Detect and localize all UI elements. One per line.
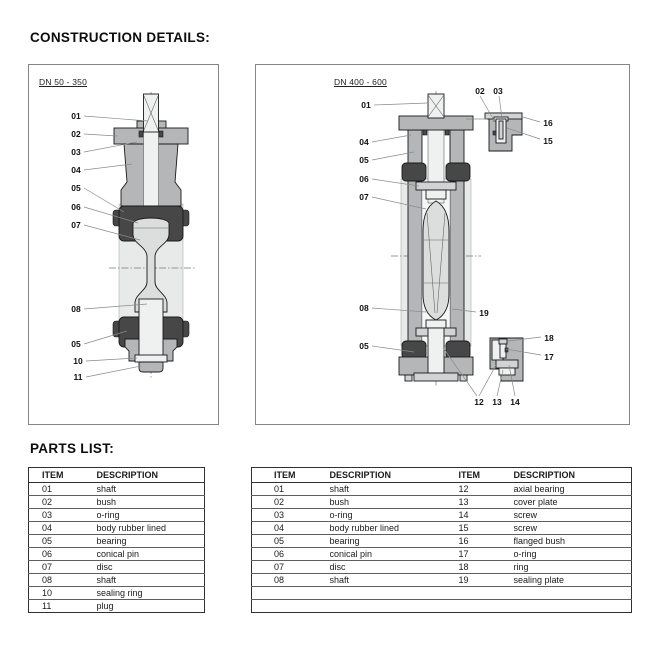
table-row — [29, 535, 205, 548]
table-cell: 02 — [29, 496, 97, 509]
table-row — [29, 587, 205, 600]
upper-bearing-right — [446, 163, 470, 181]
callout-label-16: 16 — [543, 118, 553, 128]
lower-pin-block — [426, 320, 446, 328]
lower-bearing-left — [402, 341, 426, 359]
leader-line-16 — [523, 117, 540, 122]
callout-label-07: 07 — [71, 220, 81, 230]
parts-list-title: PARTS LIST: — [30, 441, 115, 456]
table-cell — [252, 587, 330, 600]
table-cell: bush — [97, 496, 205, 509]
body-wall-left — [408, 179, 422, 346]
callout-label-03: 03 — [493, 86, 503, 96]
table-row — [29, 600, 205, 613]
table-cell — [330, 600, 459, 613]
callout-label-07: 07 — [359, 192, 369, 202]
table-cell: o-ring — [514, 548, 632, 561]
table-cell — [330, 587, 459, 600]
callout-label-01: 01 — [71, 111, 81, 121]
callout-label-02: 02 — [71, 129, 81, 139]
bottom-plate — [414, 373, 458, 381]
callout-label-06: 06 — [359, 174, 369, 184]
table-cell: 02 — [252, 496, 330, 509]
o-ring-left — [139, 131, 143, 137]
table-row — [29, 509, 205, 522]
parts-table-dn50-350 — [28, 467, 205, 613]
column-header: DESCRIPTION — [514, 468, 632, 483]
column-header: ITEM — [459, 468, 514, 483]
table-cell: 04 — [252, 522, 330, 535]
table-cell: bearing — [97, 535, 205, 548]
callout-label-17: 17 — [544, 352, 554, 362]
foot-left — [405, 375, 412, 381]
upper-bearing-bar — [416, 182, 456, 190]
empty-row — [252, 587, 632, 600]
diagram-box-dn50-350 — [28, 64, 219, 425]
table-cell: 12 — [459, 483, 514, 496]
table-cell: 03 — [29, 509, 97, 522]
column-header: ITEM — [252, 468, 330, 483]
table-cell: body rubber lined — [97, 522, 205, 535]
valve-cross-section-dn400 — [391, 91, 523, 396]
screw — [499, 121, 503, 139]
callout-label-05: 05 — [359, 155, 369, 165]
callout-label-05: 05 — [71, 183, 81, 193]
table-cell: bush — [330, 496, 459, 509]
lower-bearing-right — [446, 341, 470, 359]
leader-line-04 — [84, 164, 132, 170]
table-cell: 16 — [459, 535, 514, 548]
callout-label-08: 08 — [71, 304, 81, 314]
table-row — [252, 496, 632, 509]
table-row — [29, 522, 205, 535]
callout-label-03: 03 — [71, 147, 81, 157]
parts-table-dn400-600 — [251, 467, 632, 613]
table-cell: screw — [514, 522, 632, 535]
table-cell — [514, 587, 632, 600]
o-ring-right — [159, 131, 163, 137]
callout-label-14: 14 — [510, 397, 520, 407]
o-ring-detail — [493, 131, 496, 135]
table-row — [29, 548, 205, 561]
table-row — [252, 548, 632, 561]
table-cell: 18 — [459, 561, 514, 574]
column-header: DESCRIPTION — [97, 468, 205, 483]
table-cell: shaft — [97, 574, 205, 587]
table-cell: conical pin — [97, 548, 205, 561]
table-cell: cover plate — [514, 496, 632, 509]
table-cell: 13 — [459, 496, 514, 509]
leader-line-12 — [479, 365, 496, 396]
table-cell — [459, 587, 514, 600]
empty-row — [252, 600, 632, 613]
table-cell: shaft — [97, 483, 205, 496]
header-row — [29, 468, 205, 483]
table-row — [252, 574, 632, 587]
table-row — [29, 483, 205, 496]
header-row — [252, 468, 632, 483]
table-cell: plug — [97, 600, 205, 613]
dn50-350-drawing — [29, 65, 218, 424]
callout-label-10: 10 — [73, 356, 83, 366]
construction-details-title: CONSTRUCTION DETAILS: — [30, 30, 211, 45]
callout-label-12: 12 — [474, 397, 484, 407]
o-ring-lower — [505, 348, 508, 352]
o-ring-right — [445, 130, 449, 135]
table-row — [252, 509, 632, 522]
leader-line-02 — [84, 134, 117, 136]
callout-label-08: 08 — [359, 303, 369, 313]
table-cell: 19 — [459, 574, 514, 587]
callout-label-15: 15 — [543, 136, 553, 146]
conical-pin-block — [426, 190, 446, 199]
table-cell: 07 — [252, 561, 330, 574]
table-row — [29, 574, 205, 587]
bottom-shaft — [139, 299, 163, 357]
callout-label-05: 05 — [71, 339, 81, 349]
callout-label-01: 01 — [361, 100, 371, 110]
table-row — [29, 496, 205, 509]
detail-top-bush-assembly — [485, 113, 522, 151]
table-cell: 06 — [29, 548, 97, 561]
table-cell: shaft — [330, 574, 459, 587]
upper-bearing-left — [402, 163, 426, 181]
leader-line-11 — [86, 366, 141, 377]
ring — [499, 339, 507, 344]
table-cell: disc — [97, 561, 205, 574]
table-cell: 15 — [459, 522, 514, 535]
bottom-shaft — [428, 328, 444, 378]
callout-label-19: 19 — [479, 308, 489, 318]
detail-bottom-bearing-assembly — [490, 338, 523, 381]
callout-label-13: 13 — [492, 397, 502, 407]
dn50-350-label: DN 50 - 350 — [39, 77, 88, 87]
table-cell: 01 — [252, 483, 330, 496]
table-cell: 10 — [29, 587, 97, 600]
axial-bearing — [496, 360, 518, 368]
table-cell: 06 — [252, 548, 330, 561]
table-cell: 08 — [252, 574, 330, 587]
table-cell: axial bearing — [514, 483, 632, 496]
leader-line-01 — [374, 103, 428, 105]
table-cell: shaft — [330, 483, 459, 496]
sealing-ring — [135, 355, 167, 362]
cover-plate-lower — [499, 368, 515, 375]
table-cell: 17 — [459, 548, 514, 561]
table-cell: 03 — [252, 509, 330, 522]
leader-line-05 — [84, 188, 124, 212]
table-cell: sealing ring — [97, 587, 205, 600]
table-cell: bearing — [330, 535, 459, 548]
plug — [139, 362, 163, 372]
table-cell: o-ring — [330, 509, 459, 522]
table-cell — [252, 600, 330, 613]
callout-label-04: 04 — [71, 165, 81, 175]
callout-label-18: 18 — [544, 333, 554, 343]
table-row — [252, 483, 632, 496]
leader-line-04 — [372, 135, 411, 142]
table-cell: screw — [514, 509, 632, 522]
table-cell: 05 — [252, 535, 330, 548]
column-header: ITEM — [29, 468, 97, 483]
leader-line-01 — [84, 116, 148, 121]
table-cell: 11 — [29, 600, 97, 613]
o-ring-left — [423, 130, 427, 135]
neck-wall-right — [450, 130, 464, 165]
table-cell: 07 — [29, 561, 97, 574]
table-cell: 08 — [29, 574, 97, 587]
callout-label-05: 05 — [359, 341, 369, 351]
callout-label-06: 06 — [71, 202, 81, 212]
table-cell: disc — [330, 561, 459, 574]
table-cell: conical pin — [330, 548, 459, 561]
table-cell: o-ring — [97, 509, 205, 522]
table-row — [29, 561, 205, 574]
table-cell: ring — [514, 561, 632, 574]
table-cell — [459, 600, 514, 613]
callout-label-04: 04 — [359, 137, 369, 147]
column-header: DESCRIPTION — [330, 468, 459, 483]
table-cell: 01 — [29, 483, 97, 496]
table-row — [252, 561, 632, 574]
diagram-box-dn400-600 — [255, 64, 630, 425]
table-cell: body rubber lined — [330, 522, 459, 535]
table-cell: 04 — [29, 522, 97, 535]
callout-label-02: 02 — [475, 86, 485, 96]
table-cell — [514, 600, 632, 613]
table-row — [252, 522, 632, 535]
dn400-600-label: DN 400 - 600 — [334, 77, 387, 87]
table-cell: 05 — [29, 535, 97, 548]
table-cell: flanged bush — [514, 535, 632, 548]
table-cell: sealing plate — [514, 574, 632, 587]
body-wall-right — [450, 179, 464, 346]
table-row — [252, 535, 632, 548]
callout-label-11: 11 — [73, 372, 83, 382]
dn400-600-drawing — [256, 65, 629, 424]
disc — [423, 201, 449, 320]
table-cell: 14 — [459, 509, 514, 522]
